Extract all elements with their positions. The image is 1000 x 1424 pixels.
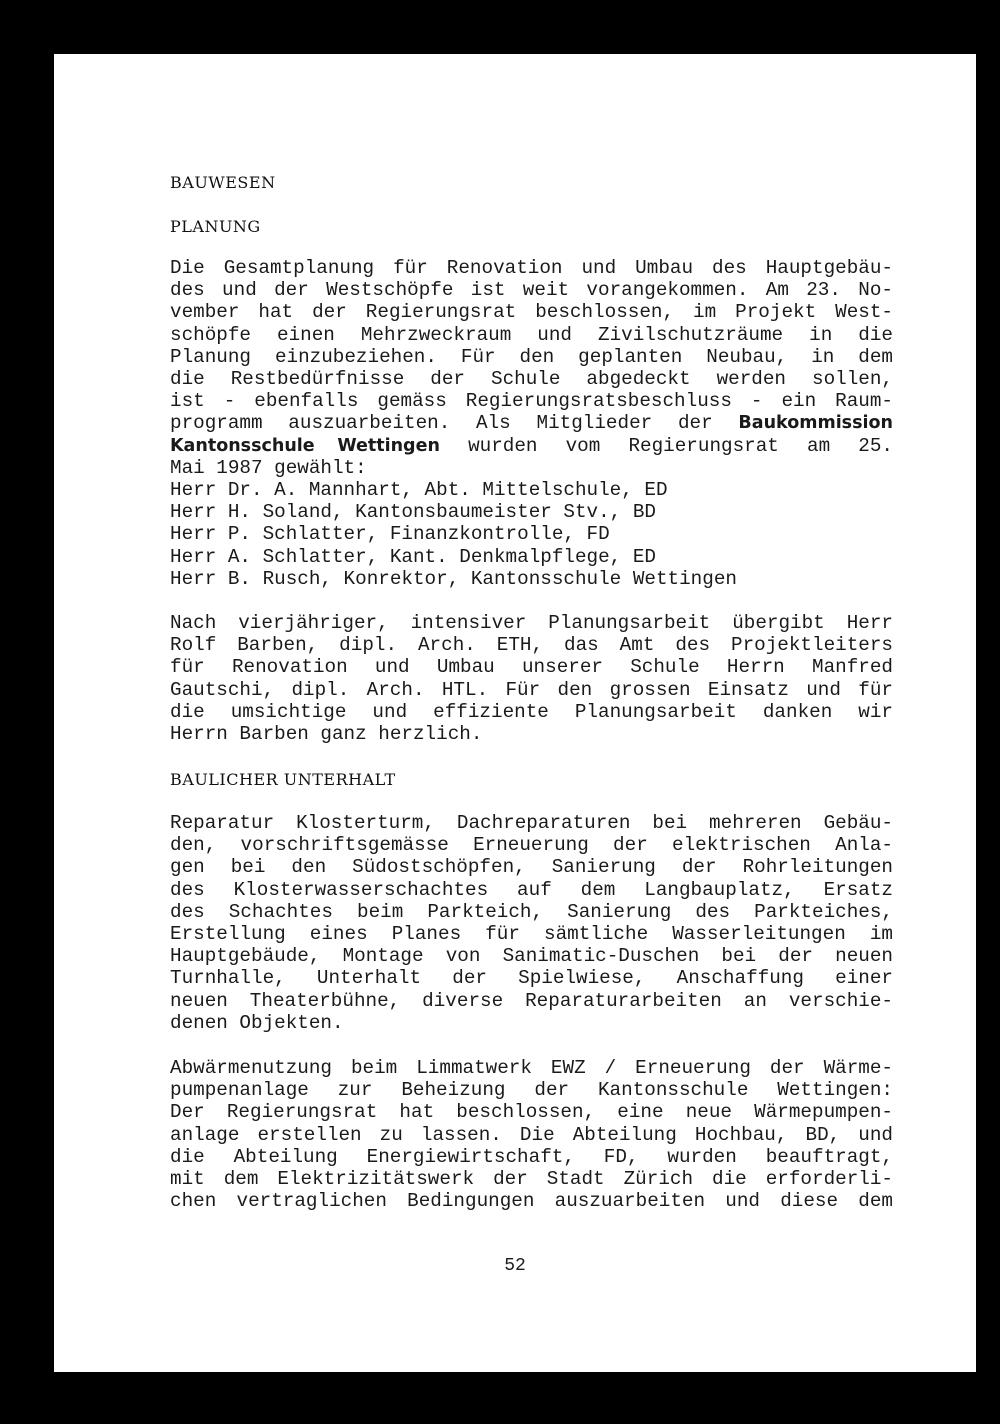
paragraph-line: Abwärmenutzung beim Limmatwerk EWZ / Erneuerung der Wärme-	[170, 1057, 893, 1079]
paragraph-text: programm auszuarbeiten. Als Mitglieder der	[170, 412, 713, 435]
paragraph-line: Die Gesamtplanung für Renovation und Umbau des Hauptgebäu-	[170, 257, 893, 279]
paragraph-line: Hauptgebäude, Montage von Sanimatic-Duschen bei der neuen	[170, 945, 893, 968]
paragraph-line	[170, 435, 893, 457]
paragraph-line: vember hat der Regierungsrat beschlossen, im Projekt West-	[170, 301, 893, 324]
member-line: Herr P. Schlatter, Finanzkontrolle, FD	[170, 523, 610, 546]
paragraph-line: Reparatur Klosterturm, Dachreparaturen bei mehreren Gebäu-	[170, 812, 893, 834]
paragraph-line: anlage erstellen zu lassen. Die Abteilung Hochbau, BD, und	[170, 1123, 893, 1146]
member-line: Herr Dr. A. Mannhart, Abt. Mittelschule, ED	[170, 479, 668, 501]
member-line: Herr B. Rusch, Konrektor, Kantonsschule Wettingen	[170, 567, 737, 590]
paragraph-line: die umsichtige und effiziente Planungsarbeit danken wir	[170, 700, 893, 723]
paragraph-line: gen bei den Südostschöpfen, Sanierung der Rohrleitungen	[170, 856, 893, 879]
document-page	[54, 54, 976, 1372]
paragraph-line: neuen Theaterbühne, diverse Reparaturarbeiten an verschie-	[170, 989, 893, 1012]
paragraph-line: den, vorschriftsgemässe Erneuerung der elektrischen Anla-	[170, 834, 893, 857]
paragraph-line: des Schachtes beim Parkteich, Sanierung des Parkteiches,	[170, 900, 893, 923]
page-number: 52	[504, 1256, 526, 1276]
paragraph-line: für Renovation und Umbau unserer Schule Herrn Manfred	[170, 656, 893, 679]
heading-baulicher-unterhalt: BAULICHER UNTERHALT	[170, 770, 396, 789]
paragraph-line: ist - ebenfalls gemäss Regierungsratsbeschluss - ein Raum-	[170, 390, 893, 413]
paragraph-line: Planung einzubeziehen. Für den geplanten Neubau, in dem	[170, 345, 893, 368]
paragraph-line: des und der Westschöpfe ist weit vorangekommen. Am 23. No-	[170, 279, 893, 302]
paragraph-line: mit dem Elektrizitätswerk der Stadt Zürich die erforderli-	[170, 1168, 893, 1190]
paragraph-line: schöpfe einen Mehrzweckraum und Zivilschutzräume in die	[170, 323, 893, 346]
paragraph-line: Erstellung eines Planes für sämtliche Wasserleitungen im	[170, 923, 893, 945]
bold-term: Kantonsschule Wettingen	[170, 435, 440, 456]
paragraph-line: die Abteilung Energiewirtschaft, FD, wurden beauftragt,	[170, 1145, 893, 1168]
paragraph-line	[170, 412, 893, 434]
bold-term: Baukommission	[738, 413, 893, 434]
paragraph-line: Herrn Barben ganz herzlich.	[170, 723, 483, 745]
paragraph-line: chen vertraglichen Bedingungen auszuarbeiten und diese dem	[170, 1190, 893, 1213]
paragraph-line: pumpenanlage zur Beheizung der Kantonsschule Wettingen:	[170, 1079, 893, 1102]
paragraph-text: wurden vom Regierungsrat am 25.	[468, 434, 893, 457]
paragraph-line: des Klosterwasserschachtes auf dem Langbauplatz, Ersatz	[170, 878, 893, 901]
paragraph-line: Gautschi, dipl. Arch. HTL. Für den grossen Einsatz und für	[170, 678, 893, 701]
paragraph-line: Nach vierjähriger, intensiver Planungsarbeit übergibt Herr	[170, 612, 893, 634]
paragraph-line: denen Objekten.	[170, 1011, 344, 1034]
member-line: Herr A. Schlatter, Kant. Denkmalpflege, ED	[170, 545, 656, 568]
heading-planung: PLANUNG	[170, 217, 261, 236]
paragraph-line: die Restbedürfnisse der Schule abgedeckt werden sollen,	[170, 368, 893, 390]
paragraph-line: Rolf Barben, dipl. Arch. ETH, das Amt des Projektleiters	[170, 634, 893, 657]
heading-bauwesen: BAUWESEN	[170, 173, 276, 192]
member-line: Herr H. Soland, Kantonsbaumeister Stv., BD	[170, 501, 656, 524]
paragraph-line: Mai 1987 gewählt:	[170, 456, 367, 479]
paragraph-line: Turnhalle, Unterhalt der Spielwiese, Anschaffung einer	[170, 967, 893, 990]
paragraph-line: Der Regierungsrat hat beschlossen, eine neue Wärmepumpen-	[170, 1101, 893, 1124]
